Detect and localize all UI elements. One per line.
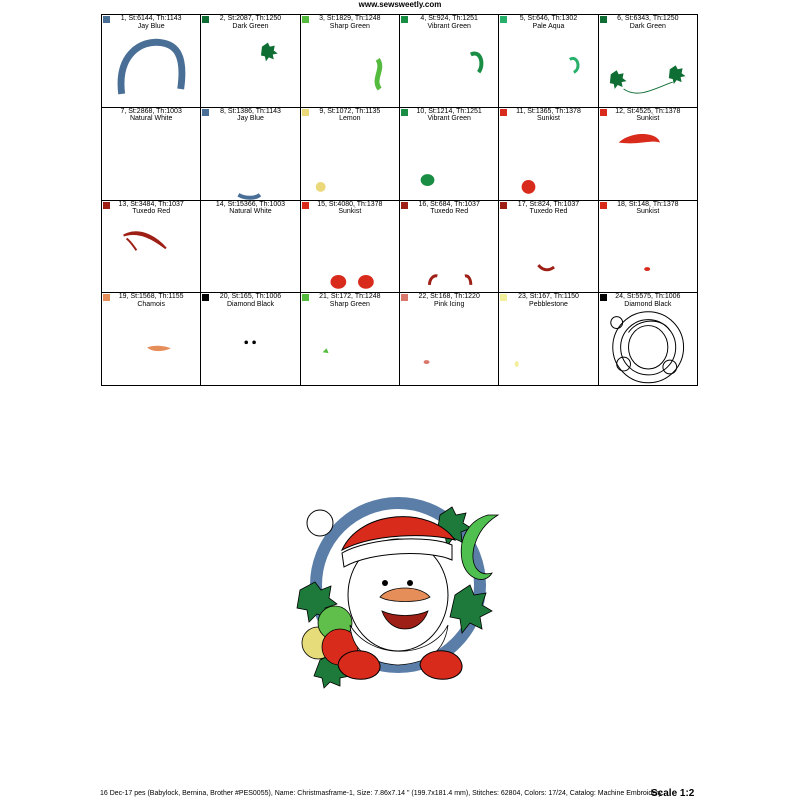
color-stop-cell [400, 108, 499, 201]
stop-header: 18, St:148, Th:1378 [617, 200, 679, 208]
thread-name: Jay Blue [237, 115, 264, 123]
stop-header: 4, St:924, Th:1251 [420, 15, 478, 22]
stop-header: 7, St:2868, Th:1003 [120, 107, 182, 115]
color-stop-cell [102, 201, 201, 294]
thread-name: Sunkist [338, 208, 362, 215]
stop-shape [301, 293, 399, 385]
thread-name: Dark Green [232, 22, 269, 30]
stop-shape [201, 15, 299, 107]
thread-name: Tuxedo Red [430, 208, 469, 215]
stop-shape [400, 15, 498, 107]
color-stop-cell [301, 108, 400, 201]
stop-header: 8, St:1386, Th:1143 [220, 107, 281, 115]
thread-name: Pink Icing [433, 300, 465, 308]
thread-name: Lemon [339, 115, 361, 123]
design-info-footer: 16 Dec-17 pes (Babylock, Bernina, Brother #PES0055), Name: Christmasframe-1, Size: 7.86x7.14 " (199.7x181.4 mm), Stitches: 62804, Colors: 17/24, Catalog: Machine Embroidery [100, 790, 662, 797]
thread-name: Pale Aqua [532, 22, 565, 30]
color-stop-cell [400, 201, 499, 294]
thread-name: Natural White [229, 208, 272, 215]
thread-name: Vibrant Green [427, 22, 471, 30]
stop-shape [102, 108, 200, 200]
thread-name: Sunkist [636, 115, 660, 123]
mitten [338, 651, 380, 680]
stop-header: 24, St:5575, Th:1006 [615, 293, 681, 301]
stop-header: 22, St:168, Th:1220 [418, 293, 480, 301]
stop-shape [599, 201, 697, 293]
site-url: www.sewsweetly.com [358, 0, 442, 9]
stop-shape [102, 15, 200, 107]
thread-name: Chamois [137, 300, 165, 308]
stop-header: 1, St:6144, Th:1143 [120, 15, 182, 22]
thread-name: Jay Blue [137, 22, 165, 30]
color-stop-cell [499, 15, 598, 108]
stop-shape [599, 108, 697, 200]
color-stop-cell [599, 108, 698, 201]
color-stop-cell [499, 201, 598, 294]
stop-header: 15, St:4080, Th:1378 [317, 200, 383, 208]
color-stop-cell [102, 108, 201, 201]
stop-header: 6, St:6343, Th:1250 [617, 15, 679, 22]
color-stop-cell [599, 293, 698, 386]
stop-shape [102, 201, 200, 293]
color-stop-cell [301, 15, 400, 108]
stop-shape [599, 15, 697, 107]
color-stop-cell [301, 293, 400, 386]
stop-header: 13, St:3484, Th:1037 [118, 200, 184, 208]
stop-shape [301, 201, 399, 293]
mitten [420, 651, 462, 680]
color-stop-cell [201, 108, 300, 201]
stop-header: 2, St:2087, Th:1250 [219, 15, 282, 22]
stop-header: 21, St:172, Th:1248 [319, 293, 381, 301]
stop-header: 17, St:824, Th:1037 [517, 200, 580, 208]
stop-shape [400, 201, 498, 293]
design-preview [280, 485, 520, 705]
stop-header: 23, St:167, Th:1150 [518, 293, 579, 301]
stop-shape [499, 108, 597, 200]
stop-shape [400, 293, 498, 385]
stop-shape [499, 15, 597, 107]
thread-name: Diamond Black [226, 300, 275, 308]
thread-name: Diamond Black [624, 300, 672, 308]
color-stop-cell [201, 201, 300, 294]
stop-header: 14, St:15366, Th:1003 [215, 200, 286, 208]
stop-header: 10, St:1214, Th:1251 [416, 107, 482, 115]
stop-shape [499, 201, 597, 293]
stop-header: 11, St:1365, Th:1378 [516, 107, 581, 115]
color-stop-cell [201, 15, 300, 108]
stop-shape [301, 108, 399, 200]
stop-header: 20, St:165, Th:1006 [219, 293, 282, 301]
color-stop-cell [499, 293, 598, 386]
thread-name: Tuxedo Red [529, 208, 568, 215]
stop-shape [201, 293, 299, 385]
eye [407, 580, 413, 586]
stop-shape [201, 108, 299, 200]
thread-name: Vibrant Green [427, 115, 471, 123]
color-stop-cell [599, 201, 698, 294]
stop-header: 5, St:646, Th:1302 [519, 15, 578, 22]
color-stop-cell [201, 293, 300, 386]
color-stop-cell [102, 293, 201, 386]
stop-header: 3, St:1829, Th:1248 [319, 15, 381, 22]
color-stop-cell [400, 293, 499, 386]
stop-header: 9, St:1072, Th:1135 [319, 107, 381, 115]
stop-header: 19, St:1568, Th:1155 [118, 293, 184, 301]
scale-label: Scale 1:2 [651, 788, 695, 799]
color-stop-cell [599, 15, 698, 108]
color-stop-cell [301, 201, 400, 294]
thread-name: Sunkist [636, 208, 660, 215]
thread-name: Tuxedo Red [132, 208, 171, 215]
stop-shape [201, 201, 299, 293]
color-stop-cell [400, 15, 499, 108]
stop-shape [102, 293, 200, 385]
pompom [307, 510, 333, 536]
color-stop-cell [499, 108, 598, 201]
thread-name: Natural White [129, 115, 173, 123]
thread-name: Sharp Green [329, 300, 370, 308]
stop-shape [599, 293, 697, 385]
stop-shape [301, 15, 399, 107]
thread-name: Pebblestone [529, 300, 568, 308]
stop-header: 16, St:684, Th:1037 [418, 200, 480, 208]
color-stop-cell [102, 15, 201, 108]
eye [382, 580, 388, 586]
stop-header: 12, St:4525, Th:1378 [615, 107, 681, 115]
stop-shape [400, 108, 498, 200]
stop-shape [499, 293, 597, 385]
thread-name: Sunkist [537, 115, 560, 123]
color-stop-grid [101, 14, 698, 386]
thread-name: Dark Green [629, 22, 666, 30]
thread-name: Sharp Green [329, 22, 370, 30]
